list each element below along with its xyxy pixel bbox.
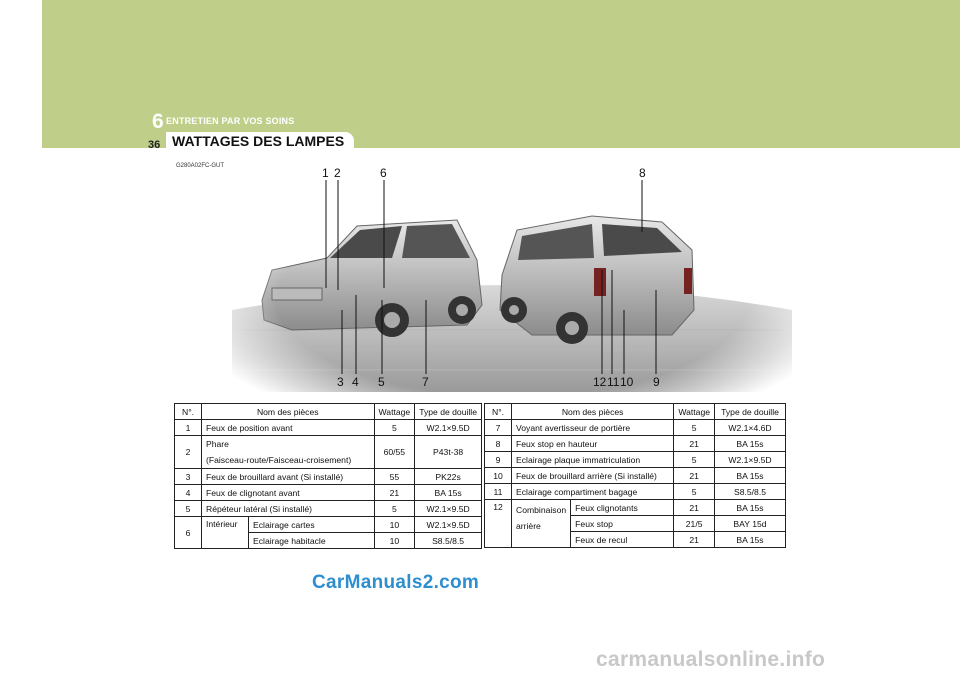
table-row: 3 Feux de brouillard avant (Si installé) 55 PK22s [175,469,482,485]
callout-7: 7 [422,375,429,389]
header-name: Nom des pièces [202,404,375,420]
bulb-table-right [484,403,786,548]
callout-12: 12 [593,375,607,389]
chapter-title: ENTRETIEN PAR VOS SOINS [166,116,295,126]
table-header-row [175,404,482,420]
table-row: 6 Intérieur Eclairage cartes 10 W2.1×9.5D [175,517,482,533]
table-row: Feux stop 21/5 BAY 15d [485,516,786,532]
table-row: 1 Feux de position avant 5 W2.1×9.5D [175,420,482,436]
table-row: 2 Phare (Faisceau-route/Faisceau-croisement) 60/55 P43t-38 [175,436,482,469]
page-number: 36 [148,139,161,151]
callout-1: 1 [322,166,329,180]
vehicle-illustration [232,160,792,392]
figure-code-left: G280A02FC-GUT [176,163,225,169]
callout-11: 11 [607,375,620,389]
callout-8: 8 [639,166,646,180]
bulb-table-left [174,403,482,549]
header-watt: Wattage [374,404,415,420]
callout-10: 10 [620,375,634,389]
callout-6: 6 [380,166,387,180]
header-name: Nom des pièces [512,404,674,420]
table-row: 9 Eclairage plaque immatriculation 5 W2.1×9.5D [485,452,786,468]
header-socket: Type de douille [415,404,482,420]
table-row: Feux de recul 21 BA 15s [485,532,786,548]
table-row: 5 Répéteur latéral (Si installé) 5 W2.1×9.5D [175,501,482,517]
watermark-link-carmanuals2[interactable]: CarManuals2.com [312,572,480,593]
header-no: N°. [175,404,202,420]
table-row: 10 Feux de brouillard arrière (Si installé) 21 BA 15s [485,468,786,484]
callout-4: 4 [352,375,359,389]
section-title: WATTAGES DES LAMPES [166,132,354,150]
chapter-number: 6 [152,110,164,133]
header-watt: Wattage [674,404,715,420]
table-row: 4 Feux de clignotant avant 21 BA 15s [175,485,482,501]
table-row: 8 Feux stop en hauteur 21 BA 15s [485,436,786,452]
table-header-row [485,404,786,420]
table-row: 7 Voyant avertisseur de portière 5 W2.1×4.6D [485,420,786,436]
watermark-carmanualsonline: carmanualsonline.info [596,648,826,671]
callout-5: 5 [378,375,385,389]
callout-9: 9 [653,375,660,389]
table-row: 12 Combinaison arrière Feux clignotants 21 BA 15s [485,500,786,516]
callout-2: 2 [334,166,341,180]
callout-3: 3 [337,375,344,389]
table-row: 11 Eclairage compartiment bagage 5 S8.5/8.5 [485,484,786,500]
table-row: Eclairage habitacle 10 S8.5/8.5 [175,533,482,549]
header-no: N°. [485,404,512,420]
header-socket: Type de douille [715,404,786,420]
